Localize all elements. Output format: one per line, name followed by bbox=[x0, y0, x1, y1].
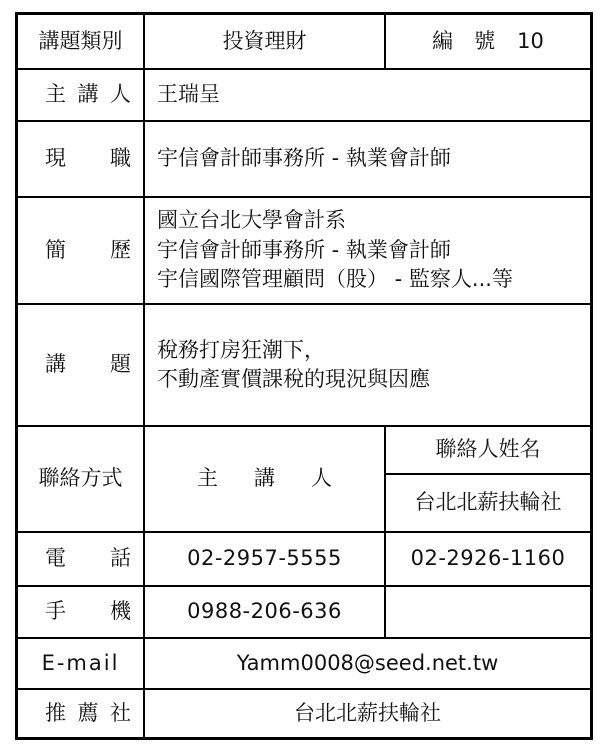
contact-mobile bbox=[386, 587, 590, 637]
border-right bbox=[590, 12, 593, 740]
contact-phone: 02-2926-1160 bbox=[410, 546, 566, 571]
recommender-label: 推 薦 社 bbox=[45, 700, 131, 725]
number-value: 10 bbox=[517, 28, 544, 53]
email-value: Yamm0008@seed.net.tw bbox=[236, 650, 499, 675]
speaker-value: 王瑞呈 bbox=[157, 82, 220, 107]
speaker-phone: 02-2957-5555 bbox=[187, 546, 342, 571]
topic-line: 稅務打房狂潮下， bbox=[157, 337, 325, 362]
contact-speaker-col: 主 講 人 bbox=[197, 466, 332, 491]
position-value: 宇信會計師事務所 - 執業會計師 bbox=[157, 146, 451, 171]
border-bottom bbox=[15, 737, 593, 740]
phone-label: 電 話 bbox=[45, 546, 131, 571]
email-label: E-mail bbox=[41, 650, 120, 675]
recommender-value: 台北北薪扶輪社 bbox=[294, 700, 441, 725]
speaker-mobile: 0988-206-636 bbox=[187, 599, 342, 624]
mobile-label: 手 機 bbox=[45, 599, 131, 624]
number-label: 編 號 bbox=[432, 28, 496, 53]
position-label: 現 職 bbox=[45, 146, 131, 171]
speaker-label: 主 講 人 bbox=[45, 82, 131, 107]
resume-line: 宇信國際管理顧問（股） - 監察人...等 bbox=[157, 267, 513, 292]
contact-name-label: 聯絡人姓名 bbox=[435, 437, 541, 462]
number-cell bbox=[386, 15, 590, 68]
resume-line: 宇信會計師事務所 - 執業會計師 bbox=[157, 237, 451, 262]
topic-label: 講 題 bbox=[45, 352, 131, 377]
topic-line: 不動產實價課稅的現況與因應 bbox=[157, 367, 430, 391]
resume-line: 國立台北大學會計系 bbox=[157, 208, 346, 233]
contact-label: 聯絡方式 bbox=[38, 466, 123, 491]
contact-name-value: 台北北薪扶輪社 bbox=[414, 490, 562, 515]
topic-value bbox=[145, 305, 590, 425]
category-label: 講題類別 bbox=[38, 28, 123, 53]
resume-label: 簡 歷 bbox=[45, 237, 131, 262]
category-value: 投資理財 bbox=[222, 28, 307, 53]
resume-value bbox=[145, 198, 590, 303]
